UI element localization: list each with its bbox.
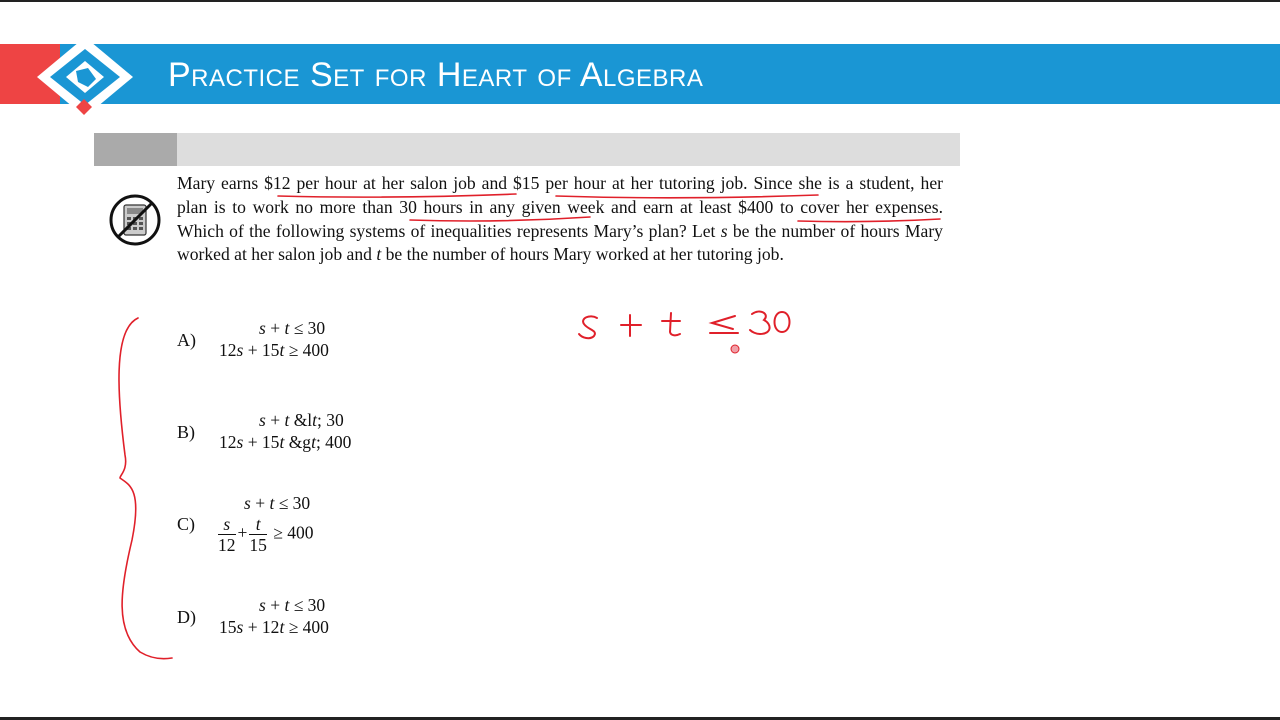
choice-d-letter[interactable]: D) — [177, 607, 196, 627]
highlight-salon-rate: $12 per hour at her salon job — [264, 173, 476, 193]
top-rule — [0, 0, 1280, 2]
choice-b-line2: 12s + 15t &gt; 400 — [219, 432, 352, 452]
plus-sign: + — [237, 522, 248, 543]
highlight-tutoring-rate: $15 per hour at her tutoring job — [513, 173, 744, 193]
relation-ge-400: ≥ 400 — [273, 522, 314, 543]
choice-c-line2 — [216, 514, 313, 555]
choice-d-line1: s + t ≤ 30 — [259, 595, 326, 615]
choice-c-line1: s + t ≤ 30 — [244, 493, 311, 513]
question-number-tab — [94, 133, 177, 166]
question-text-part: . Since she is a student, her plan is to work — [177, 173, 943, 217]
question-text-part: be the number of hours Mary worked at her salon job and — [177, 220, 943, 265]
choice-b-letter[interactable]: B) — [177, 422, 195, 442]
question-text-part: in any given week and — [462, 196, 644, 217]
highlight-earning-goal: earn at least $400 — [643, 196, 774, 217]
no-calculator-icon — [108, 193, 162, 247]
fraction-s-over-12: $\frac{s}{12}$ — [218, 514, 236, 555]
choice-d-line2: 15s + 12t ≥ 400 — [219, 617, 329, 637]
choice-c-letter[interactable]: C) — [177, 514, 195, 534]
choice-a-letter[interactable]: A) — [177, 330, 196, 350]
variable-s: s — [720, 220, 728, 241]
question-header-bar — [94, 133, 960, 166]
choice-b-line1: s + t &lt; 30 — [259, 410, 344, 430]
question-text-part: and — [475, 173, 513, 193]
pen-cursor — [731, 345, 739, 353]
bracket-curve — [119, 318, 172, 659]
choice-a-line2: 12s + 15t ≥ 400 — [219, 340, 329, 360]
fraction-t-over-15: $\frac{t}{15}$ — [249, 514, 267, 555]
variable-t: t — [376, 244, 382, 265]
question-text-part: to cover her expenses. Which of the following systems of inequalities represents Mary’s plan? Let — [177, 196, 943, 241]
highlight-hour-limit: no more than 30 hours — [295, 196, 463, 217]
question-text-part: Mary earns — [177, 173, 265, 193]
handwritten-note — [579, 312, 790, 339]
question-text-part: be the number of hours Mary worked at her tutoring job. — [381, 244, 784, 265]
page-title: Practice Set for Heart of Algebra — [168, 56, 704, 94]
diamond-logo-icon — [30, 35, 140, 125]
question-text — [177, 172, 943, 267]
choice-a-line1: s + t ≤ 30 — [259, 318, 326, 338]
